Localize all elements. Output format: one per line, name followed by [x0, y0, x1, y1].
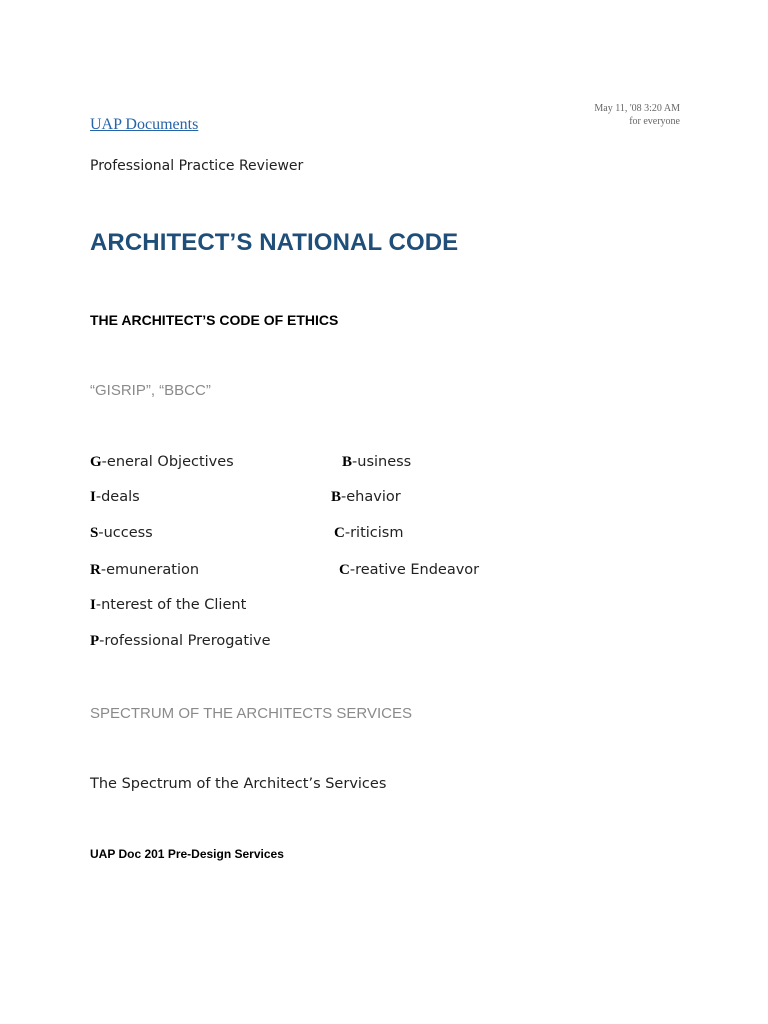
list-item-initial: P: [90, 633, 100, 649]
list-item-initial: S: [90, 525, 99, 541]
list-item-text: -ehavior: [341, 489, 401, 505]
list-item-text: -emuneration: [100, 562, 200, 578]
list-item: [339, 562, 479, 579]
list-item: [90, 525, 153, 542]
list-item-text: -nterest of the Client: [95, 597, 247, 613]
list-item: [90, 633, 271, 650]
list-item: [334, 525, 403, 542]
post-date: May 11, '08 3:20 AM: [594, 103, 680, 114]
list-item-initial: C: [334, 525, 345, 541]
list-item-initial: R: [90, 562, 101, 578]
list-item-initial: B: [342, 454, 353, 470]
list-item-initial: C: [339, 562, 350, 578]
list-item-initial: B: [331, 489, 342, 505]
page-title: ARCHITECT’S NATIONAL CODE: [90, 229, 459, 256]
list-item: [90, 597, 246, 614]
list-item: [90, 489, 140, 506]
list-item-initial: I: [90, 597, 96, 613]
doc-heading: UAP Doc 201 Pre-Design Services: [90, 847, 284, 861]
page-subtitle: Professional Practice Reviewer: [90, 158, 304, 174]
post-visibility: for everyone: [629, 116, 680, 127]
list-item-text: -eneral Objectives: [101, 454, 234, 470]
uap-documents-link[interactable]: UAP Documents: [90, 116, 199, 133]
code-of-ethics-heading: THE ARCHITECT’S CODE OF ETHICS: [90, 312, 339, 328]
list-item-text: -usiness: [352, 454, 412, 470]
list-item: [342, 454, 411, 471]
list-item: [90, 562, 199, 579]
spectrum-paragraph: The Spectrum of the Architect’s Services: [90, 776, 387, 792]
list-item-text: -deals: [95, 489, 140, 505]
mnemonic-text: “GISRIP”, “BBCC”: [90, 382, 211, 399]
list-item: [331, 489, 401, 506]
list-item-text: -uccess: [98, 525, 153, 541]
spectrum-heading: SPECTRUM OF THE ARCHITECTS SERVICES: [90, 705, 412, 722]
list-item-initial: I: [90, 489, 96, 505]
list-item-initial: G: [90, 454, 102, 470]
list-item-text: -riticism: [344, 525, 404, 541]
list-item: [90, 454, 234, 471]
list-item-text: -rofessional Prerogative: [99, 633, 271, 649]
list-item-text: -reative Endeavor: [349, 562, 480, 578]
